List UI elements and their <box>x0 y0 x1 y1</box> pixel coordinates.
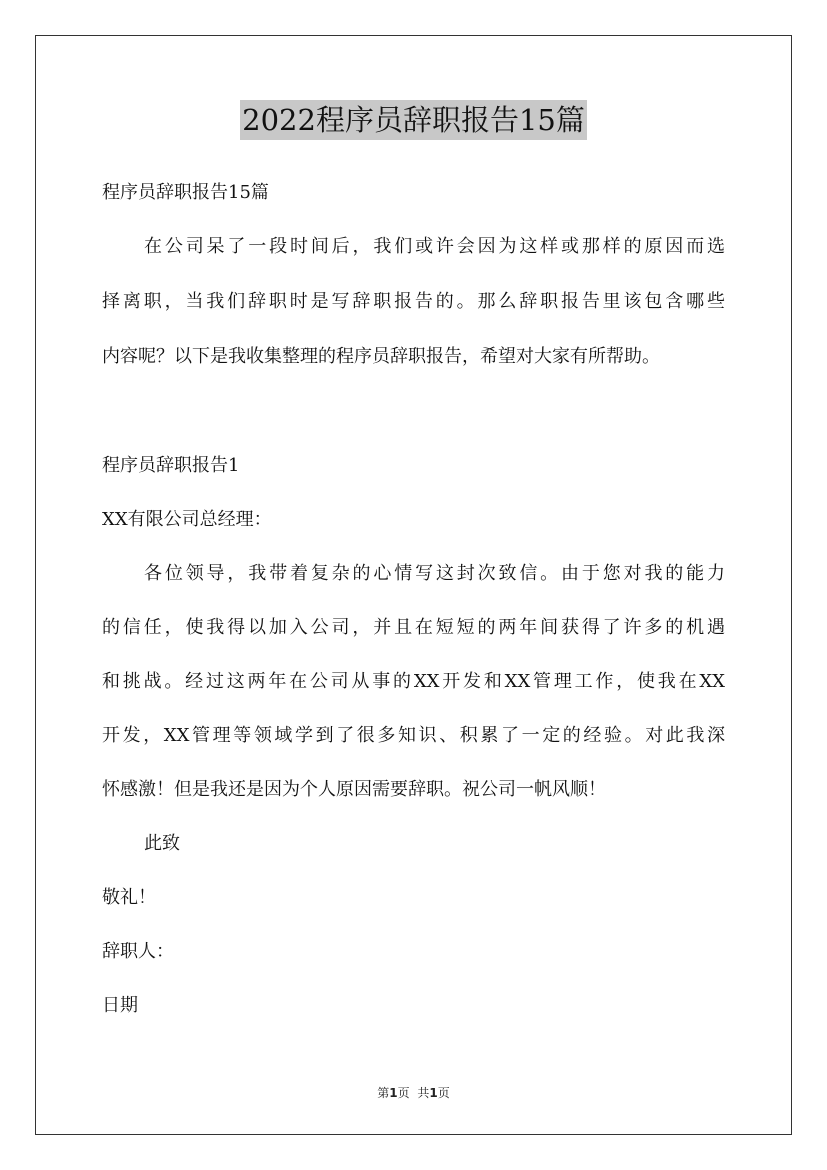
body-line-4: 开发，XX管理等领域学到了很多知识、积累了一定的经验。对此我深 <box>102 725 725 746</box>
total-prefix: 共 <box>417 1086 430 1100</box>
page-suffix: 页 <box>397 1086 410 1100</box>
document-subtitle: 程序员辞职报告15篇 <box>102 182 269 203</box>
intro-line-1: 在公司呆了一段时间后，我们或许会因为这样或那样的原因而选 <box>144 236 725 257</box>
regards-text: 敬礼！ <box>102 887 156 908</box>
signer-label: 辞职人： <box>102 941 174 962</box>
title-container <box>0 100 827 140</box>
page-prefix: 第 <box>377 1086 390 1100</box>
page-footer <box>0 1085 827 1101</box>
body-line-2: 的信任，使我得以加入公司，并且在短短的两年间获得了许多的机遇 <box>102 617 725 638</box>
total-pages: 1 <box>429 1086 438 1100</box>
total-suffix: 页 <box>437 1086 450 1100</box>
section-heading: 程序员辞职报告1 <box>102 455 240 476</box>
intro-line-2: 择离职，当我们辞职时是写辞职报告的。那么辞职报告里该包含哪些 <box>102 291 725 312</box>
document-title: 2022程序员辞职报告15篇 <box>240 100 587 140</box>
intro-line-3: 内容呢？以下是我收集整理的程序员辞职报告，希望对大家有所帮助。 <box>102 346 660 367</box>
date-label: 日期 <box>102 995 138 1016</box>
body-line-1: 各位领导，我带着复杂的心情写这封次致信。由于您对我的能力 <box>144 563 725 584</box>
salutation: XX有限公司总经理： <box>102 509 272 530</box>
page-number: 1 <box>389 1086 398 1100</box>
body-line-5: 怀感激！但是我还是因为个人原因需要辞职。祝公司一帆风顺！ <box>102 779 606 800</box>
closing-text: 此致 <box>144 833 180 854</box>
body-line-3: 和挑战。经过这两年在公司从事的XX开发和XX管理工作，使我在XX <box>102 671 725 692</box>
